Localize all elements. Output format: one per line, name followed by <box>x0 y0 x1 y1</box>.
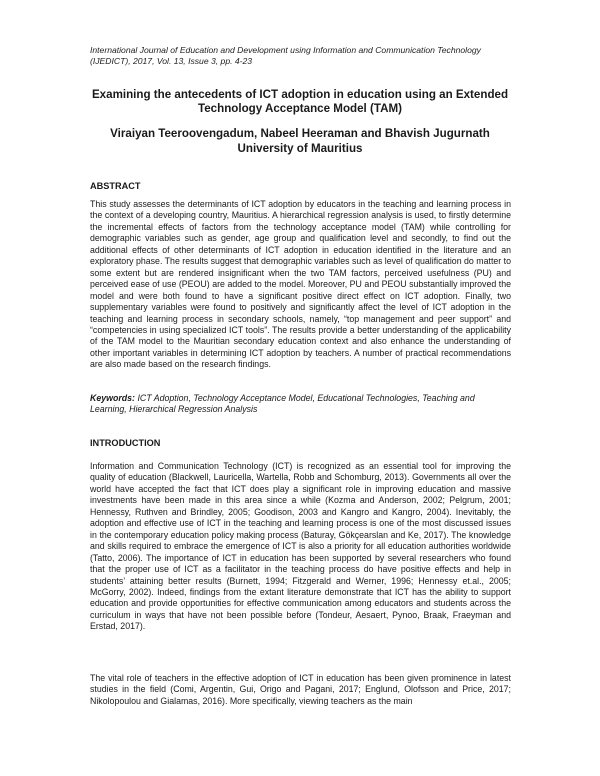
keywords-label: Keywords: <box>90 393 135 403</box>
introduction-heading: INTRODUCTION <box>90 438 161 448</box>
keywords <box>90 393 511 416</box>
journal-line-2: (IJEDICT), 2017, Vol. 13, Issue 3, pp. 4-23 <box>90 56 253 66</box>
journal-header <box>90 45 520 67</box>
abstract-heading: ABSTRACT <box>90 181 141 191</box>
authors: Viraiyan Teeroovengadum, Nabeel Heeraman and Bhavish Jugurnath <box>110 127 490 140</box>
introduction-paragraph-2: The vital role of teachers in the effective adoption of ICT in education has been given prominence in latest studies in the field (Comi, Argentin, Gui, Origo and Pagani, 2017; Englund, Olofsson and Price, 2017; Nikolopoulou and Gialamas, 2016). More specifically, viewing teachers as the main <box>90 673 511 706</box>
keywords-text: ICT Adoption, Technology Acceptance Model, Educational Technologies, Teaching and Learning, Hierarchical Regression Analysis <box>90 393 475 415</box>
affiliation: University of Mauritius <box>237 142 363 155</box>
abstract-text: This study assesses the determinants of ICT adoption by educators in the teaching and learning process in the context of a developing country, Mauritius. A hierarchical regression analysis is used, to firstly determine the incremental effects of factors from the technology acceptance model (TAM) while controlling for demographic variables such as gender, age group and qualification level and secondly, to find out the additional effects of other determinants of ICT adoption in education identified in the literature and an exploratory phase. The results suggest that demographic variables such as level of qualification do matter to some extent but are rendered insignificant when the two TAM factors, perceived usefulness (PU) and perceived ease of use (PEOU) are added to the model. Moreover, PU and PEOU substantially improved the model and were both found to have a significant positive direct effect on ICT adoption. Finally, two supplementary variables were found to positively and significantly affect the level of ICT adoption in the teaching and learning process in secondary schools, namely, “top management and peer support” and “competencies in using specialized ICT tools”. The results provide a better understanding of the applicability of the TAM model to the Mauritian secondary education context and also enhance the understanding of other important variables in determining ICT adoption by teachers. A number of practical recommendations are also made based on the research findings. <box>90 199 511 370</box>
journal-line-1: International Journal of Education and Development using Information and Communication Technology <box>90 45 481 55</box>
introduction-paragraph-1: Information and Communication Technology (ICT) is recognized as an essential tool for improving the quality of education (Blackwell, Lauricella, Wartella, Robb and Schomburg, 2013). Governments all over the world have accepted the fact that ICT does play a significant role in improving education and massive investments have been made in this area since a while (Kozma and Anderson, 2002; Pelgrum, 2001; Hennessy, Ruthven and Brindley, 2005; Goodison, 2003 and Kangro and Kangro, 2004). Inevitably, the adoption and effective use of ICT in the teaching and learning process is one of the most discussed issues in the contemporary education policy making process (Baturay, Gökçearslan and Ke, 2017). The knowledge and skills required to embrace the emergence of ICT is also a priority for all education authorities worldwide (Tatto, 2006). The importance of ICT in education has been supported by several researchers who found that the proper use of ICT as a facilitator in the teaching process do have positive effects and help in students’ attaining better results (Burnett, 1994; Fitzgerald and Werner, 1996; Hennessy et.al., 2005; McGorry, 2002). Indeed, findings from the extant literature demonstrate that ICT has the ability to support education and provide opportunities for effective communication among educators and students across the curriculum in ways that have not been possible before (Tondeur, Aesaert, Pynoo, Braak, Fraeyman and Erstad, 2017). <box>90 461 511 632</box>
author-block <box>80 126 520 156</box>
paper-title: Examining the antecedents of ICT adoption in education using an Extended Technology Acceptance Model (TAM) <box>91 88 509 115</box>
